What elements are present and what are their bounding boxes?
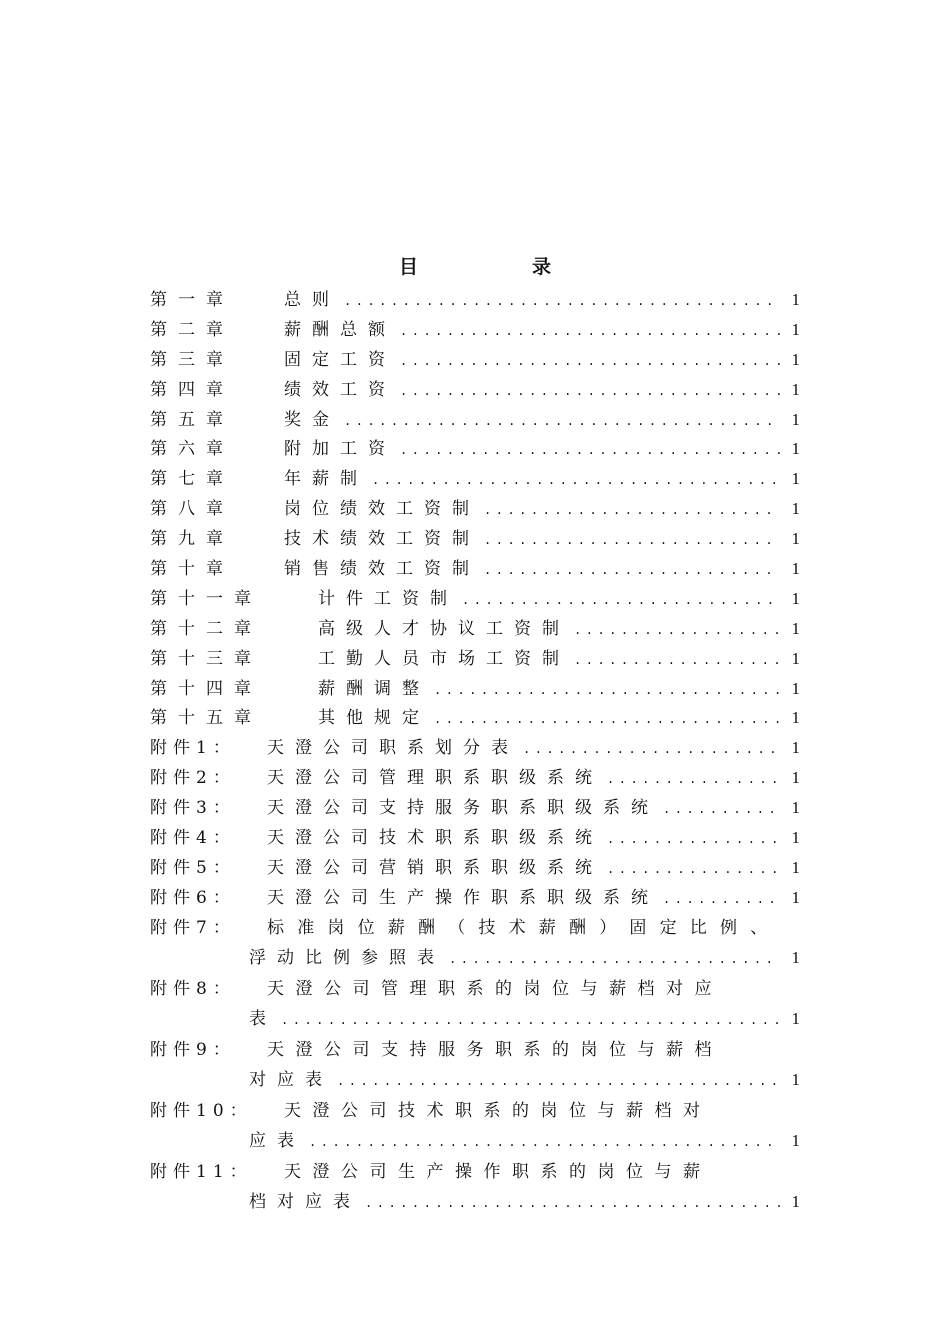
toc-entry-page-number: 1 — [791, 319, 800, 339]
toc-entry-page-number: 1 — [791, 828, 800, 848]
toc-entry-label: 附件2： — [150, 768, 236, 789]
toc-entry-title: 天澄公司技术职系的岗位与薪档对 — [284, 1100, 712, 1121]
toc-entry-page-number: 1 — [791, 887, 800, 907]
toc-entry-page-number: 1 — [791, 768, 800, 788]
toc-entry-page-number: 1 — [791, 409, 800, 429]
toc-entry-title: 天澄公司生产操作职系职级系统 — [267, 887, 659, 908]
toc-entry-appendix[interactable] — [150, 1096, 800, 1157]
toc-entry-first-line — [150, 974, 800, 1005]
toc-entry-leader — [484, 563, 780, 577]
toc-entry-page-number: 1 — [791, 798, 800, 818]
toc-entry-title: 高级人才协议工资制 — [318, 618, 570, 639]
toc-entry-second-line — [150, 1004, 800, 1035]
table-of-contents — [150, 285, 800, 1218]
toc-entry-label: 附件7： — [150, 917, 236, 938]
toc-entry-label: 第七章 — [150, 469, 234, 490]
toc-entry-title: 年薪制 — [284, 469, 368, 490]
toc-entry-title: 天澄公司管理职系职级系统 — [267, 768, 603, 789]
toc-entry-leader — [400, 354, 780, 368]
toc-entry-page-number: 1 — [791, 349, 800, 369]
toc-entry-appendix[interactable] — [150, 1157, 800, 1218]
toc-entry-title: 天澄公司生产操作职系的岗位与薪 — [284, 1161, 712, 1182]
toc-entry-title: 其他规定 — [318, 708, 430, 729]
toc-entry-leader — [484, 533, 780, 547]
toc-entry-leader — [309, 1135, 780, 1149]
toc-entry-appendix[interactable] — [150, 763, 800, 793]
toc-entry-leader — [663, 802, 780, 816]
toc-entry-title-continued: 对应表 — [249, 1070, 333, 1091]
toc-entry-title-continued: 档对应表 — [249, 1192, 361, 1213]
toc-entry-page-number: 1 — [791, 738, 800, 758]
toc-entry-chapter[interactable] — [150, 554, 800, 584]
toc-entry-leader — [607, 772, 780, 786]
toc-entry-chapter[interactable] — [150, 434, 800, 464]
toc-entry-page-number: 1 — [791, 290, 800, 309]
toc-entry-page-number: 1 — [791, 469, 800, 489]
toc-entry-page-number: 1 — [791, 678, 800, 698]
toc-entry-label: 附件3： — [150, 798, 236, 819]
toc-entry-title: 固定工资 — [284, 349, 396, 370]
toc-entry-leader — [365, 1196, 780, 1210]
toc-entry-page-number: 1 — [791, 499, 800, 519]
toc-entry-page-number: 1 — [791, 379, 800, 399]
toc-entry-appendix[interactable] — [150, 733, 800, 763]
toc-entry-title: 天澄公司管理职系的岗位与薪档对应 — [267, 978, 723, 999]
toc-entry-title: 天澄公司支持服务职系的岗位与薪档 — [267, 1039, 723, 1060]
toc-entry-title: 薪酬调整 — [318, 678, 430, 699]
toc-entry-chapter[interactable] — [150, 315, 800, 345]
toc-entry-title: 奖金 — [284, 409, 340, 430]
toc-entry-leader — [344, 294, 780, 308]
toc-entry-label: 第十章 — [150, 559, 234, 580]
toc-entry-title-continued: 应表 — [249, 1131, 305, 1152]
toc-entry-title: 工勤人员市场工资制 — [318, 648, 570, 669]
toc-entry-first-line — [150, 913, 800, 944]
toc-entry-label: 第八章 — [150, 499, 234, 520]
toc-entry-label: 第十一章 — [150, 588, 262, 609]
toc-entry-title: 天澄公司职系划分表 — [267, 738, 519, 759]
toc-entry-page-number: 1 — [791, 708, 800, 728]
toc-entry-label: 第三章 — [150, 349, 234, 370]
toc-entry-leader — [574, 623, 780, 637]
toc-entry-title: 技术绩效工资制 — [284, 529, 480, 550]
toc-entry-label: 第十五章 — [150, 708, 262, 729]
toc-entry-title: 标准岗位薪酬（技术薪酬）固定比例、 — [267, 917, 781, 938]
toc-entry-leader — [434, 683, 780, 697]
toc-entry-chapter[interactable] — [150, 674, 800, 704]
toc-entry-label: 第十三章 — [150, 648, 262, 669]
toc-entry-label: 第一章 — [150, 290, 234, 310]
toc-entry-leader — [574, 653, 780, 667]
toc-entry-title: 绩效工资 — [284, 379, 396, 400]
toc-entry-title: 总则 — [284, 290, 340, 310]
toc-entry-page-number: 1 — [791, 948, 800, 968]
toc-entry-leader — [372, 473, 780, 487]
toc-entry-title: 薪酬总额 — [284, 319, 396, 340]
toc-entry-label: 附件11： — [150, 1161, 253, 1182]
toc-entry-label: 附件5： — [150, 857, 236, 878]
toc-entry-page-number: 1 — [791, 439, 800, 459]
toc-entry-leader — [607, 862, 780, 876]
toc-entry-label: 第二章 — [150, 319, 234, 340]
toc-entry-label: 第十四章 — [150, 678, 262, 699]
toc-entry-appendix[interactable] — [150, 823, 800, 853]
toc-entry-label: 第九章 — [150, 529, 234, 550]
toc-entry-appendix[interactable] — [150, 853, 800, 883]
toc-entry-label: 附件6： — [150, 887, 236, 908]
toc-entry-page-number: 1 — [791, 588, 800, 608]
toc-entry-label: 附件10： — [150, 1100, 253, 1121]
page-title: 目 录 — [398, 256, 551, 278]
toc-entry-label: 第十二章 — [150, 618, 262, 639]
toc-entry-page-number: 1 — [791, 559, 800, 579]
toc-entry-page-number: 1 — [791, 1009, 800, 1029]
toc-entry-chapter[interactable] — [150, 405, 800, 435]
toc-entry-chapter[interactable] — [150, 285, 800, 315]
toc-entry-chapter[interactable] — [150, 464, 800, 494]
toc-entry-leader — [663, 892, 780, 906]
toc-entry-leader — [400, 324, 780, 338]
toc-entry-page-number: 1 — [791, 529, 800, 549]
toc-entry-title-continued: 浮动比例参照表 — [249, 948, 445, 969]
toc-entry-chapter[interactable] — [150, 494, 800, 524]
toc-entry-page-number: 1 — [791, 1192, 800, 1212]
toc-entry-appendix[interactable] — [150, 1035, 800, 1096]
toc-entry-leader — [523, 742, 780, 756]
toc-entry-chapter[interactable] — [150, 584, 800, 614]
toc-entry-appendix[interactable] — [150, 913, 800, 974]
toc-entry-leader — [400, 443, 780, 457]
toc-entry-title: 计件工资制 — [318, 588, 458, 609]
toc-entry-title-continued: 表 — [249, 1009, 277, 1030]
toc-entry-title: 附加工资 — [284, 439, 396, 460]
toc-entry-page-number: 1 — [791, 857, 800, 877]
toc-entry-second-line — [150, 1187, 800, 1218]
toc-entry-leader — [449, 952, 780, 966]
toc-entry-second-line — [150, 1126, 800, 1157]
toc-entry-appendix[interactable] — [150, 883, 800, 913]
toc-entry-page-number: 1 — [791, 648, 800, 668]
toc-entry-second-line — [150, 943, 800, 974]
toc-entry-chapter[interactable] — [150, 345, 800, 375]
toc-entry-appendix[interactable] — [150, 974, 800, 1035]
toc-entry-chapter[interactable] — [150, 703, 800, 733]
toc-entry-leader — [484, 503, 780, 517]
toc-entry-leader — [281, 1013, 780, 1027]
toc-entry-chapter[interactable] — [150, 524, 800, 554]
toc-entry-leader — [400, 384, 780, 398]
toc-entry-label: 附件8： — [150, 978, 236, 999]
toc-entry-leader — [607, 832, 780, 846]
toc-entry-leader — [434, 712, 780, 726]
toc-entry-chapter[interactable] — [150, 644, 800, 674]
toc-entry-second-line — [150, 1065, 800, 1096]
toc-entry-label: 第六章 — [150, 439, 234, 460]
toc-entry-chapter[interactable] — [150, 375, 800, 405]
toc-entry-page-number: 1 — [791, 1070, 800, 1090]
toc-entry-title: 天澄公司营销职系职级系统 — [267, 857, 603, 878]
toc-entry-title: 天澄公司支持服务职系职级系统 — [267, 798, 659, 819]
toc-entry-label: 附件4： — [150, 828, 236, 849]
toc-entry-title: 销售绩效工资制 — [284, 559, 480, 580]
toc-entry-label: 第五章 — [150, 409, 234, 430]
toc-entry-leader — [337, 1074, 780, 1088]
toc-entry-appendix[interactable] — [150, 793, 800, 823]
toc-entry-label: 第四章 — [150, 379, 234, 400]
toc-entry-title: 天澄公司技术职系职级系统 — [267, 828, 603, 849]
toc-entry-title: 岗位绩效工资制 — [284, 499, 480, 520]
toc-entry-page-number: 1 — [791, 618, 800, 638]
toc-entry-first-line — [150, 1157, 800, 1188]
toc-entry-label: 附件9： — [150, 1039, 236, 1060]
toc-entry-first-line — [150, 1035, 800, 1066]
toc-entry-first-line — [150, 1096, 800, 1127]
toc-entry-page-number: 1 — [791, 1131, 800, 1151]
toc-entry-leader — [462, 593, 780, 607]
toc-entry-label: 附件1： — [150, 738, 236, 759]
toc-entry-chapter[interactable] — [150, 614, 800, 644]
toc-entry-leader — [344, 414, 780, 428]
